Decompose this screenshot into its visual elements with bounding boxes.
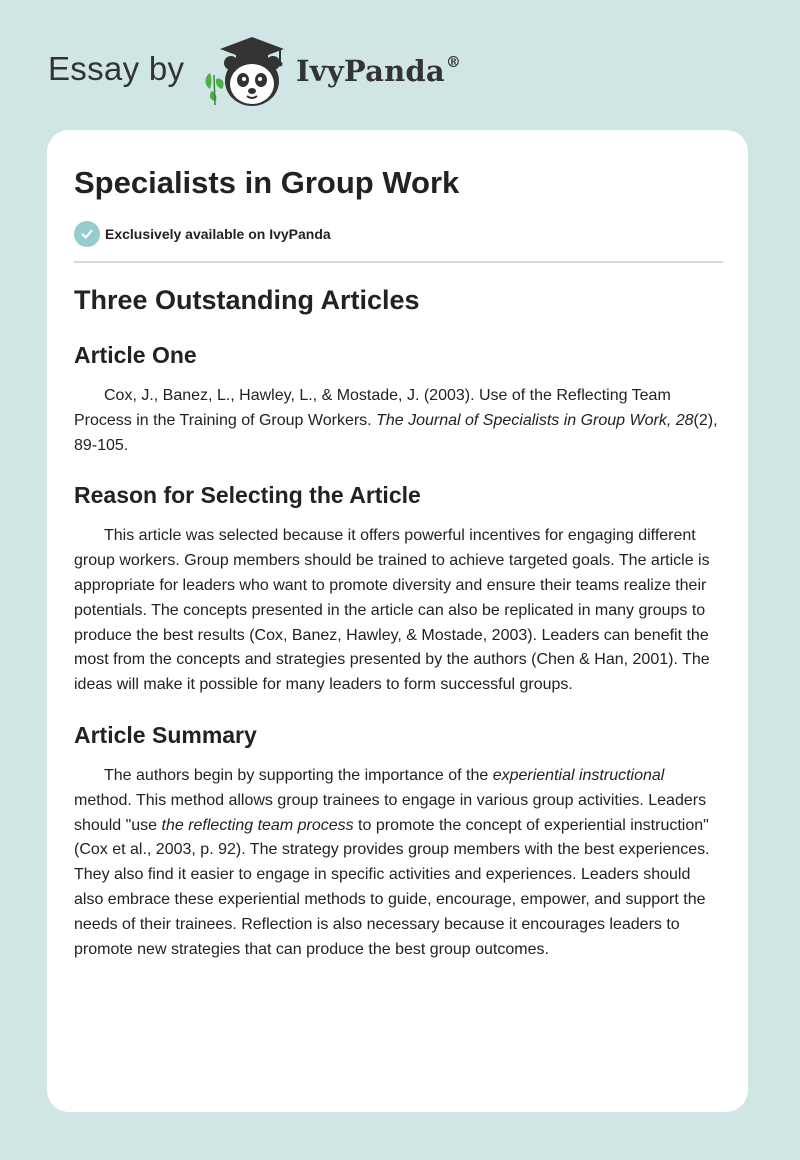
panda-graduate-icon [202,33,292,109]
citation-journal: The Journal of Specialists in Group Work, 28 [376,411,694,429]
article-one-heading: Article One [74,342,197,368]
summary-text-a: The authors begin by supporting the importance of the [104,766,493,784]
summary-em-b: the reflecting team process [161,816,354,834]
brand-prefix: Essay by [48,50,185,87]
badge-text: Exclusively available on IvyPanda [105,226,331,242]
article-content [74,282,723,984]
citation-text: Cox, J., Banez, L., Hawley, L., & Mostade, J. (2003). Use of the Reflecting Team Process in the Training of Group Workers. [74,387,671,429]
section-heading: Three Outstanding Articles [74,285,420,315]
summary-text-c: to promote the concept of experiential instruction" (Cox et al., 2003, p. 92). The strategy provides group members with the best experiences. They also find it easier to engage in specific activities and experiences. Leaders should also embrace these experiential methods to guide, encourage, empower, and support the needs of their trainees. Reflection is also necessary because it encourages leaders to promote new strategies that can produce the best group outcomes. [74,816,710,958]
brand-name-text: IvyPanda [296,54,445,88]
summary-heading: Article Summary [74,721,257,748]
divider [74,261,723,263]
summary-em-a: experiential instructional [492,766,665,784]
brand-header[interactable] [48,30,468,110]
article-citation [74,384,723,458]
reason-heading: Reason for Selecting the Article [74,482,421,509]
summary-text-b: method. This method allows group trainees to engage in various group activities. Leaders should "use [74,791,707,834]
exclusive-badge [74,221,331,247]
registered-mark: ® [445,53,462,71]
reason-paragraph: This article was selected because it offers powerful incentives for engaging different group workers. Group members should be trained to achieve targeted goals. The article is appropriate for leaders who want to promote diversity and ensure their teams realize their potentials. The concepts presented in the article can also be replicated in many groups to produce the best results (Cox, Banez, Hawley, & Mostade, 2003). Leaders can benefit the most from the concepts and strategies presented by the authors (Chen & Han, 2001). The ideas will make it possible for many leaders to form successful groups. [74,527,710,694]
document-card [47,130,748,1112]
brand-name [296,53,461,88]
check-circle-icon [74,221,100,247]
summary-paragraph [74,764,723,962]
page-title: Specialists in Group Work [74,165,460,200]
citation-issue: (2), 89-105. [74,411,718,454]
ivy-leaf-icon [206,73,224,105]
